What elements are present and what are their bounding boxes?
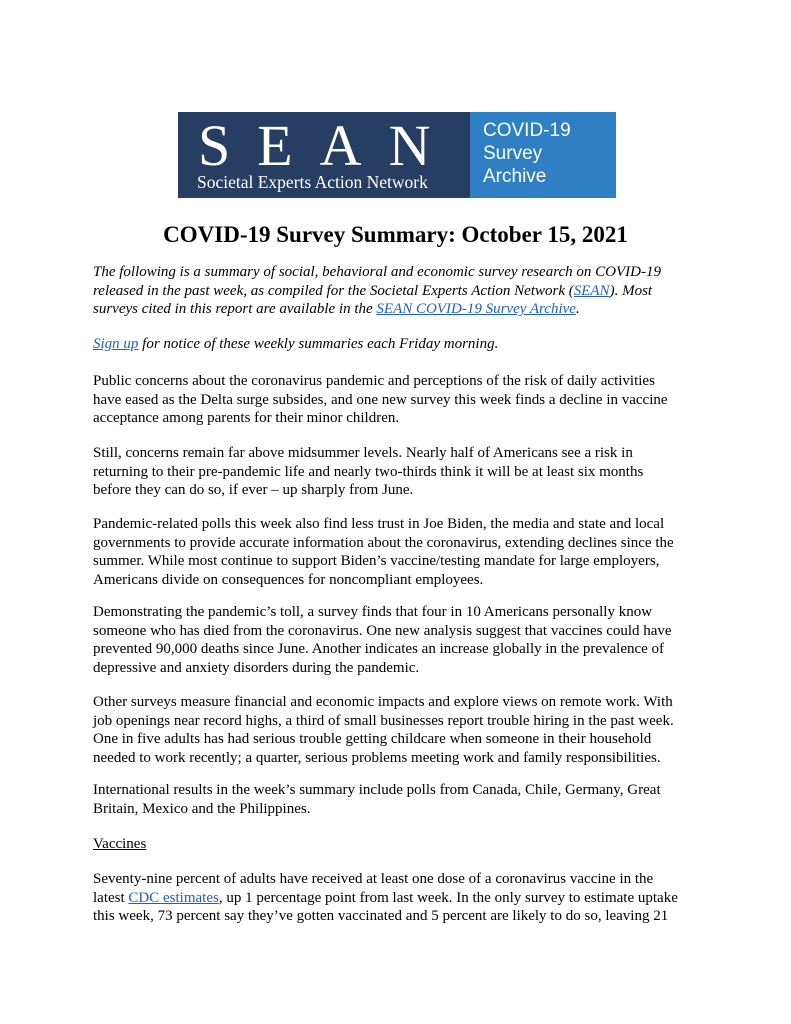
signup-paragraph [93, 335, 703, 354]
body-paragraph-2 [93, 444, 703, 500]
intro-line-2 [93, 282, 703, 301]
vaccines-paragraph [93, 870, 703, 926]
paragraph-line: returning to their pre-pandemic life and nearly two-thirds think it will be at least six months [93, 463, 644, 480]
paragraph-line: Pandemic-related polls this week also find less trust in Joe Biden, the media and state and local [93, 516, 665, 532]
vaccines-line-2 [93, 889, 703, 908]
intro-line-3 [93, 300, 703, 319]
paragraph-line: job openings near record highs, a third of small businesses report trouble hiring in the past week. [93, 712, 674, 729]
body-paragraph-1 [93, 372, 703, 428]
body-paragraph-5 [93, 693, 703, 767]
section-heading-text: Vaccines [93, 836, 147, 852]
body-paragraph-3 [93, 515, 703, 589]
paragraph-line: Americans divide on consequences for noncompliant employees. [93, 571, 484, 588]
cdc-estimates-link[interactable]: CDC estimates [128, 889, 219, 906]
intro-paragraph [93, 263, 703, 319]
logo-archive-line-1: COVID-19 [483, 120, 571, 141]
intro-text: . [575, 301, 580, 317]
paragraph-line: before they can do so, if ever – up sharply from June. [93, 482, 414, 498]
section-heading-vaccines [93, 835, 703, 854]
vaccines-text: , up 1 percentage point from last week. In the only survey to estimate uptake [218, 889, 678, 906]
paragraph-line: Demonstrating the pandemic’s toll, a survey finds that four in 10 Americans personally know [93, 604, 653, 620]
survey-archive-link[interactable]: SEAN COVID-19 Survey Archive [376, 301, 576, 317]
vaccines-line-3: this week, 73 percent say they’ve gotten vaccinated and 5 percent are likely to do so, leaving 21 [93, 908, 669, 924]
intro-text: surveys cited in this report are available in the [93, 301, 377, 317]
logo-left-panel [178, 112, 470, 198]
paragraph-line: governments to provide accurate information about the coronavirus, extending declines since the [93, 534, 674, 551]
paragraph-line: summer. While most continue to support Biden’s vaccine/testing mandate for large employers, [93, 553, 660, 569]
sign-up-link[interactable]: Sign up [93, 336, 139, 352]
paragraph-line: Still, concerns remain far above midsummer levels. Nearly half of Americans see a risk in [93, 445, 633, 461]
paragraph-line: International results in the week’s summary include polls from Canada, Chile, Germany, Great [93, 782, 661, 798]
paragraph-line: Public concerns about the coronavirus pandemic and perceptions of the risk of daily activities [93, 373, 655, 389]
sean-link[interactable]: SEAN [573, 282, 610, 299]
paragraph-line: have eased as the Delta surge subsides, and one new survey this week finds a decline in vaccine [93, 391, 668, 408]
logo-org-name: Societal Experts Action Network [197, 172, 428, 192]
vaccines-line-1: Seventy-nine percent of adults have received at least one dose of a coronavirus vaccine in the [93, 871, 654, 887]
signup-line [93, 335, 703, 354]
paragraph-line: acceptance among parents for their minor children. [93, 410, 400, 426]
paragraph-line: needed to work recently; a quarter, serious problems meeting work and family responsibilities. [93, 749, 661, 766]
signup-text: for notice of these weekly summaries each Friday morning. [138, 336, 499, 352]
paragraph-line: depressive and anxiety disorders during the pandemic. [93, 659, 420, 676]
paragraph-line: One in five adults has had serious trouble getting childcare when someone in their household [93, 731, 652, 747]
page-title: COVID-19 Survey Summary: October 15, 2021 [163, 222, 628, 247]
sean-logo [178, 112, 616, 198]
paragraph-line: someone who has died from the coronavirus. One new analysis suggest that vaccines could have [93, 622, 672, 639]
logo-letters: SEAN [198, 113, 458, 178]
logo-archive-line-2: Survey [483, 143, 543, 164]
intro-text: ). Most [609, 282, 653, 299]
body-paragraph-4 [93, 603, 703, 677]
body-paragraph-6 [93, 781, 703, 818]
logo-archive-line-3: Archive [483, 166, 547, 187]
intro-text: released in the past week, as compiled for the Societal Experts Action Network ( [93, 282, 574, 299]
logo-archive-panel [470, 112, 616, 198]
vaccines-text: latest [93, 889, 129, 906]
paragraph-line: Other surveys measure financial and economic impacts and explore views on remote work. With [93, 694, 673, 710]
intro-line-1: The following is a summary of social, behavioral and economic survey research on COVID-19 [93, 264, 661, 280]
paragraph-line: Britain, Mexico and the Philippines. [93, 800, 311, 817]
paragraph-line: prevented 90,000 deaths since June. Another indicates an increase globally in the prevalence of [93, 641, 665, 657]
